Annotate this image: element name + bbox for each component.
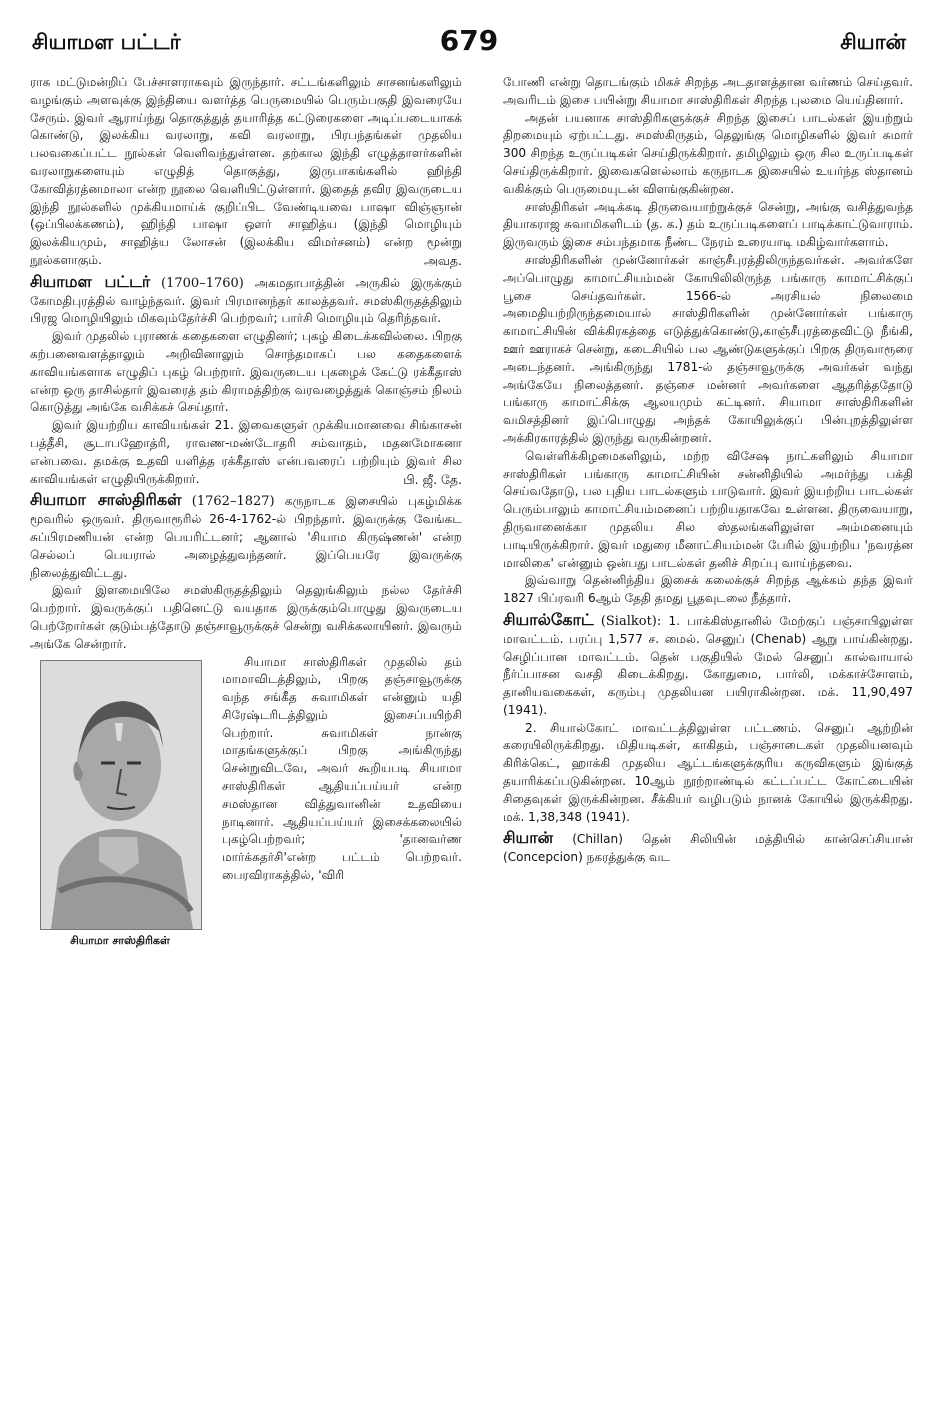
author-signature: அவத. [424,252,462,268]
paragraph: இவர் இளமையிலே சமஸ்கிருதத்திலும் தெலுங்கிலும் நல்ல தேர்ச்சி பெற்றார். இவருக்குப் பதினெட்டு வயதாக இருக்கும்பொழுது இவருடைய பெற்றோர்கள் குடும்பத்தோடு தஞ்சாவூருக்குச் சென்று வசிக்கலாயினர். இவரும் அங்கே சென்றார். [30,583,462,651]
paragraph [30,417,462,488]
paragraph-text: இவர் இயற்றிய காவியங்கள் 21. இவைகளுள் முக்கியமானவை சிங்காசன் பத்தீசி, சூடாபஹோத்ரி, ராவண-மண்டோதரி சம்வாதம், மதனமோகனா என்பவை. தமக்கு உதவி யளித்த ரக்கீதாஸ் என்பவரைப் பற்றியும் இவர் சில காவியங்கள் எழுதியிருக்கிறார். [30,418,462,486]
continued-paragraph [30,74,462,270]
author-signature: பி. ஜீ. தே. [403,471,462,487]
entry-title: சியாமா சாஸ்திரிகள் [30,490,182,510]
page-number: 679 [439,24,499,57]
paragraph-text: ராக மட்டுமன்றிப் பேச்சாளராகவும் இருந்தார். சட்டங்களிலும் சாசனங்களிலும் வழங்கும் அளவுக்கு இந்தியை வளர்த்த பெருமையில் பெரும்பகுதி இவரையே சேரும். இவர் ஆராய்ந்து தொகுத்துத் தயாரித்த கட்டுரைகளை அடிப்படையாகக் கொண்டு, இலக்கிய வரலாறு, கவி வரலாறு, பிரபந்தங்கள் முதலிய பலவகைப்பட்ட நூல்கள் வெளிவந்துள்ளன. தற்கால இந்தி எழுத்தாளர்களின் வரலாறுகளையும் எழுதித் தொகுத்து, இருபாகங்களில் ஹிந்தி கோவித்ரத்னமாலா என்ற நூலை வெளியிட்டுள்ளார். இதைத் தவிர இவருடைய இந்தி நூல்களில் முக்கியமாய்க் குறிப்பிட வேண்டியவை பாஷா விஞ்ஞான் (ஒப்பிலக்கணம்), ஹிந்தி பாஷா ஔர் சாஹித்ய (இந்தி மொழியும் இலக்கியமும், சாஹித்ய லோசன் (இலக்கிய விமர்சனம்) என்ற மூன்று நூல்களாகும். [30,75,462,267]
entry-title: சியான் [503,828,554,848]
entry-title: சியால்கோட் [503,609,594,629]
paragraph: வெள்ளிக்கிழமைகளிலும், மற்ற விசேஷ நாட்களிலும் சியாமா சாஸ்திரிகள் பங்காரு காமாட்சியின் சன்னிதியில் அமர்ந்து பக்தி செய்வதோடு, பல புதிய பாடல்களும் பாடுவார். இவர் இயற்றிய பாடல்கள் பெரும்பாலும் காமாட்சியம்மனைப் பற்றியதாகவே உள்ளன. திருவையாறு, திருவானைக்கா முதலிய சில ஸ்தலங்களிலுள்ள அம்மனையும் பாடியிருக்கிறார். இவர் மதுரை மீனாட்சியம்மன் பேரில் இயற்றிய 'நவரத்ன மாலிகை' என்னும் ஒன்பது பாடல்கள் தனிச் சிறப்பு வாய்ந்தவை. [503,448,913,570]
portrait-illustration [41,661,201,929]
paragraph-text: கருநாடக இசையில் புகழ்மிக்க மூவரில் ஒருவர். திருவாரூரில் 26-4-1762-ல் பிறந்தார். இவருக்கு வேங்கட சுப்பிரமணியன் என்ற பெயரிட்டனர்; ஆனால் 'சியாம கிருஷ்ணன்' என்ற செல்லப் பெயரால் அழைத்துவந்தனர். இப்பெயரே இவருக்கு நிலைத்துவிட்டது. [30,494,462,580]
entry-syamala-bhattar [30,273,462,328]
portrait-photo [40,660,202,930]
portrait-figure [30,658,210,962]
entry-chillan [503,829,913,867]
paragraph-text: 1. பாக்கிஸ்தானில் மேற்குப் பஞ்சாபிலுள்ள மாவட்டம். பரப்பு 1,577 ச. மைல். செனுப் (Chenab) ஆறு பாய்கின்றது. செழிப்பான மாவட்டம். தென் பகுதியில் மேல் செனுப் கால்வாயால் நீர்ப்பாசன வசதி கிடைக்கிறது. கோதுமை, பார்லி, மக்காச்சோளம், தானியவகைகள், கரும்பு முதலியன பயிராகின்றன. மக். 11,90,497 (1941). [503,613,913,717]
paragraph-text: (Chillan) தென் சிலியின் மத்தியில் கான்செப்சியான் (Concepcion) நகரத்துக்கு வட [503,832,913,865]
entry-sialkot [503,611,913,720]
paragraph: இவ்வாறு தென்னிந்திய இசைக் கலைக்குச் சிறந்த ஆக்கம் தந்த இவர் 1827 பிப்ரவரி 6ஆம் தேதி தமது பூதவுடலை நீத்தார். [503,573,913,606]
header-left-title: சியாமள பட்டர் [32,30,181,54]
left-column [30,74,462,1419]
entry-dates: (1700–1760) [161,275,244,291]
entry-syama-sastri [30,491,462,582]
right-column [503,74,913,1419]
paragraph-text: அகமதாபாத்தின் அருகில் இருக்கும் கோமதிபுரத்தில் வாழ்ந்தவர். இவர் பிரமானந்தர் காலத்தவர். சமஸ்கிருதத்திலும் பிரஜ மொழியிலும் மிகவும்தேர்ச்சி பெற்றவர்; பார்சி மொழியும் தெரிந்தவர். [30,275,462,326]
paragraph: 2. சியால்கோட் மாவட்டத்திலுள்ள பட்டணம். செனுப் ஆற்றின் கரையிலிருக்கிறது. மிதியடிகள், காகிதம், பஞ்சாடைகள் முதலியனவும் கிரிக்கெட், ஹாக்கி முதலிய ஆட்டங்களுக்குரிய கருவிகளும் இங்குத் தயாரிக்கப்படுகின்றன. 10ஆம் நூற்றாண்டில் கட்டப்பட்ட கோட்டையின் சிதைவுகள் இருக்கின்றன. சீக்கியர் வழிபடும் நானக் கோயில் இருக்கிறது. மக். 1,38,348 (1941). [503,720,913,824]
paragraph: சியாமா சாஸ்திரிகள் முதலில் தம் மாமாவிடத்திலும், பிறகு தஞ்சாவூருக்கு வந்த சங்கீத சுவாமிகள் என்னும் யதி சிரேஷ்டரிடத்திலும் இசைப்பயிற்சி பெற்றார். சுவாமிகள் நான்கு மாதங்களுக்குப் பிறகு அங்கிருந்து சென்றுவிடவே, அவர் கூறியபடி சியாமா சாஸ்திரிகள் ஆதியப்பய்யர் என்ற சமஸ்தான வித்துவானின் உதவியை நாடினார். ஆதியப்பய்யர் இசைக்கலையில் புகழ்பெற்றவர்; 'தானவர்ண மார்க்கதர்சி'என்ற பட்டம் பெற்றவர். பைரவிராகத்தில், 'விரி [222,654,462,883]
entry-latin-name: (Sialkot): [600,613,662,629]
page-header [28,22,910,66]
paragraph: அதன் பயனாக சாஸ்திரிகளுக்குச் சிறந்த இசைப் பாடல்கள் இயற்றும் திறமையும் ஏற்பட்டது. சமஸ்கிருதம், தெலுங்கு மொழிகளில் இவர் சுமார் 300 சிறந்த உருப்படிகள் செய்திருக்கிறார். தமிழிலும் ஒரு சில உருப்படிகள் செய்திருக்கிறார். இவைகளெல்லாம் கருநாடக இசையில் உயர்ந்த ஸ்தானம் வகிக்கும் பெருமையுடன் விளங்குகின்றன. [503,110,913,196]
paragraph: சாஸ்திரிகள் அடிக்கடி திருவையாற்றுக்குச் சென்று, அங்கு வசித்துவந்த தியாகராஜ சுவாமிகளிடம் (த. க.) தம் உருப்படிகளைப் பாடிக்காட்டுவாராம். இருவரும் இசை சம்பந்தமாக நீண்ட நேரம் உரையாடி மகிழ்வார்களாம். [503,199,913,250]
paragraph: இவர் முதலில் புராணக் கதைகளை எழுதினர்; புகழ் கிடைக்கவில்லை. பிறகு கற்பனைவளத்தாலும் அறிவினாலும் சொந்தமாகப் பல கதைகளைக் காவியங்களாக எழுதிப் புகழ் பெற்றார். இவருடைய புகழைக் கேட்டு ரக்கீதாஸ் என்ற ஒரு தாசில்தார் இவரைத் தம் கிராமத்திற்கு வரவழைத்துக் கொஞ்சம் நிலம் கொடுத்து அங்கே வசிக்கச் செய்தார். [30,329,462,415]
entry-title: சியாமள பட்டர் [30,271,151,291]
paragraph: சாஸ்திரிகளின் முன்னோர்கள் காஞ்சீபுரத்திலிருந்தவர்கள். அவர்களே அப்பொழுது காமாட்சியம்மன் கோயிலிலிருந்த பங்காரு காமாட்சிக்குப் பூசை செய்தவர்கள். 1566-ல் அரசியல் நிலைமை அமைதியற்றிருந்தமையால் சாஸ்திரிகளின் முன்னோர்கள் பங்காரு காமாட்சியின் விக்கிரகத்தை எடுத்துக்கொண்டு,காஞ்சீபுரத்தைவிட்டு நீங்கி, ஊர் ஊராகச் சென்று, கடைசியில் பல ஆண்டுகளுக்குப் பிறகு திருவாரூரை அடைந்தனர். அங்கிருந்து 1781-ல் தஞ்சாவூருக்கு அவர்கள் வந்து அங்கேயே நிலைத்தனர். தஞ்சை மன்னர் அவர்களை ஆதரித்ததோடு பங்காரு காமாட்சிக்கு ஆலயமும் கட்டினர். சியாமா சாஸ்திரிகளின் வமிசத்தினர் இப்பொழுது அந்தக் கோயிலுக்குப் பின்புறத்திலுள்ள அக்கிரகாரத்தில் இருந்து வருகின்றனர். [503,252,913,445]
portrait-caption: சியாமா சாஸ்திரிகள் [70,933,170,947]
header-right-title: சியான் [840,30,906,54]
entry-dates: (1762–1827) [191,494,275,510]
paragraph: போணி என்று தொடங்கும் மிகச் சிறந்த அடதாளத்தான வர்ணம் செய்தவர். அவரிடம் இசை பயின்று சியாமா சாஸ்திரிகள் சிறந்த புலமை யெய்தினார். [503,75,913,107]
